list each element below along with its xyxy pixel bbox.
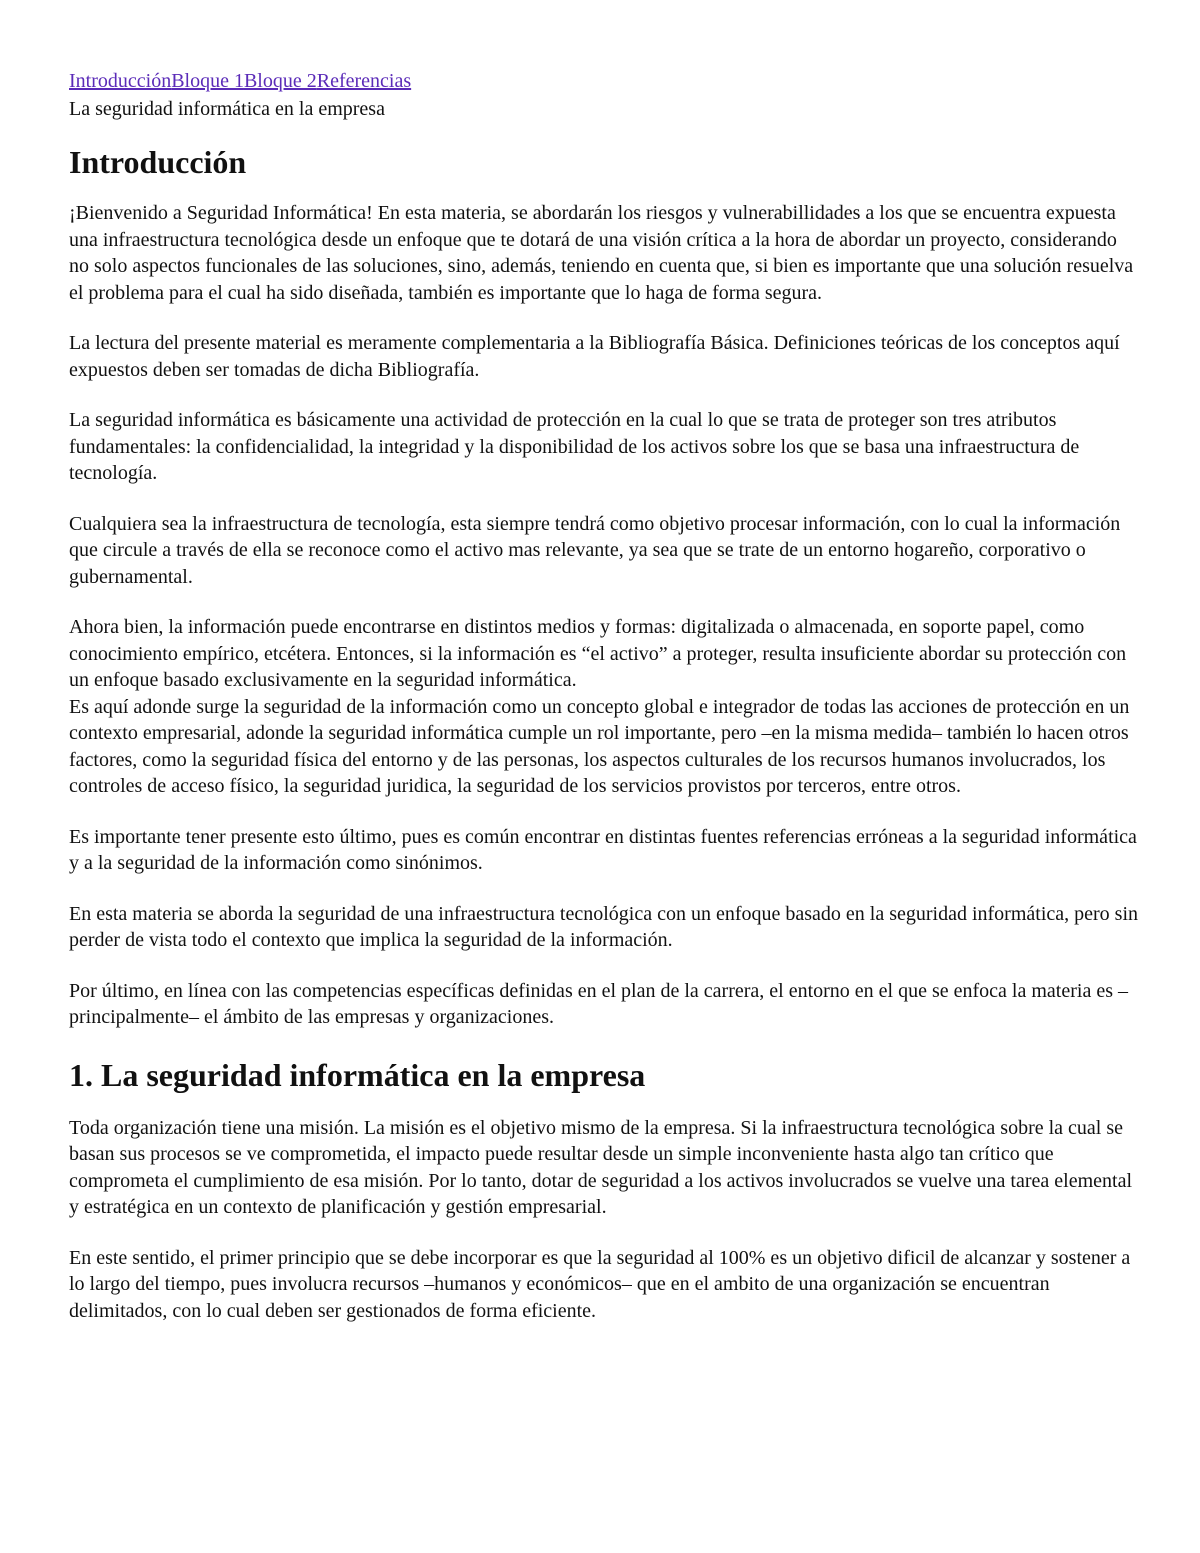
nav-link-bloque-1[interactable]: Bloque 1 xyxy=(171,70,244,92)
nav-link-bloque-2[interactable]: Bloque 2 xyxy=(243,70,317,92)
section-1-paragraph: Toda organización tiene una misión. La misión es el objetivo mismo de la empresa. Si la infraestructura tecnológica sobre la cual se basan sus procesos se ve comprometida, el impacto puede resultar desde un simple inconveniente hasta algo tan crítico que comprometa el cumplimiento de esa misión. Por lo tanto, dotar de seguridad a los activos involucrados se vuelve una tarea elemental y estratégica en un contexto de planificación y gestión empresarial. xyxy=(69,1116,1133,1218)
document-title: La seguridad informática en la empresa xyxy=(69,98,385,120)
intro-paragraph: Cualquiera sea la infraestructura de tecnología, esta siempre tendrá como objetivo procesar información, con lo cual la información que circule a través de ella se reconoce como el activo mas relevante, ya sea que se trate de un entorno hogareño, corporativo o gubernamental. xyxy=(69,512,1121,588)
intro-paragraph: Es aquí adonde surge la seguridad de la información como un concepto global e integrador de todas las acciones de protección en un contexto empresarial, adonde la seguridad informática cumple un rol importante, pero –en la misma medida– también lo hacen otros factores, como la seguridad física del entorno y de las personas, los aspectos culturales de los recursos humanos involucrados, los controles de acceso físico, la seguridad juridica, la seguridad de los servicios provistos por terceros, entre otros. xyxy=(69,695,1130,797)
nav-link-referencias[interactable]: Referencias xyxy=(316,70,412,92)
intro-paragraph: Ahora bien, la información puede encontrarse en distintos medios y formas: digitalizada o almacenada, en soporte papel, como conocimiento empírico, etcétera. Entonces, si la información es “el activo” a proteger, resulta insuficiente abordar su protección con un enfoque basado exclusivamente en la seguridad informática. xyxy=(69,616,1127,691)
intro-paragraph: La lectura del presente material es meramente complementaria a la Bibliografía Básica. Definiciones teóricas de los conceptos aquí expuestos deben ser tomadas de dicha Bibliografía. xyxy=(69,332,1120,381)
heading-introduccion: Introducción xyxy=(69,144,247,180)
intro-paragraph: En esta materia se aborda la seguridad de una infraestructura tecnológica con un enfoque basado en la seguridad informática, pero sin perder de vista todo el contexto que implica la seguridad de la información. xyxy=(69,902,1139,951)
intro-paragraph: La seguridad informática es básicamente una actividad de protección en la cual lo que se trata de proteger son tres atributos fundamentales: la confidencialidad, la integridad y la disponibilidad de los activos sobre los que se basa una infraestructura de tecnología. xyxy=(69,409,1080,484)
intro-paragraph: ¡Bienvenido a Seguridad Informática! En esta materia, se abordarán los riesgos y vulnerabillidades a los que se encuentra expuesta una infraestructura tecnológica desde un enfoque que te dotará de una visión crítica a la hora de abordar un proyecto, considerando no solo aspectos funcionales de las soluciones, sino, además, teniendo en cuenta que, si bien es importante que una solución resuelva el problema para el cual ha sido diseñada, también es importante que lo haga de forma segura. xyxy=(69,202,1134,304)
intro-paragraph: Es importante tener presente esto último, pues es común encontrar en distintas fuentes referencias erróneas a la seguridad informática y a la seguridad de la información como sinónimos. xyxy=(69,825,1137,874)
intro-paragraph: Por último, en línea con las competencias específicas definidas en el plan de la carrera, el entorno en el que se enfoca la materia es –principalmente– el ámbito de las empresas y organizaciones. xyxy=(69,979,1128,1028)
section-1-paragraph: En este sentido, el primer principio que se debe incorporar es que la seguridad al 100% es un objetivo dificil de alcanzar y sostener a lo largo del tiempo, pues involucra recursos –humanos y económicos– que en el ambito de una organización se encuentran delimitados, con lo cual deben ser gestionados de forma eficiente. xyxy=(69,1246,1131,1322)
section-navigation xyxy=(69,68,1138,94)
heading-section-1: 1. La seguridad informática en la empresa xyxy=(69,1056,646,1093)
nav-link-introduccion[interactable]: Introducción xyxy=(69,70,172,92)
